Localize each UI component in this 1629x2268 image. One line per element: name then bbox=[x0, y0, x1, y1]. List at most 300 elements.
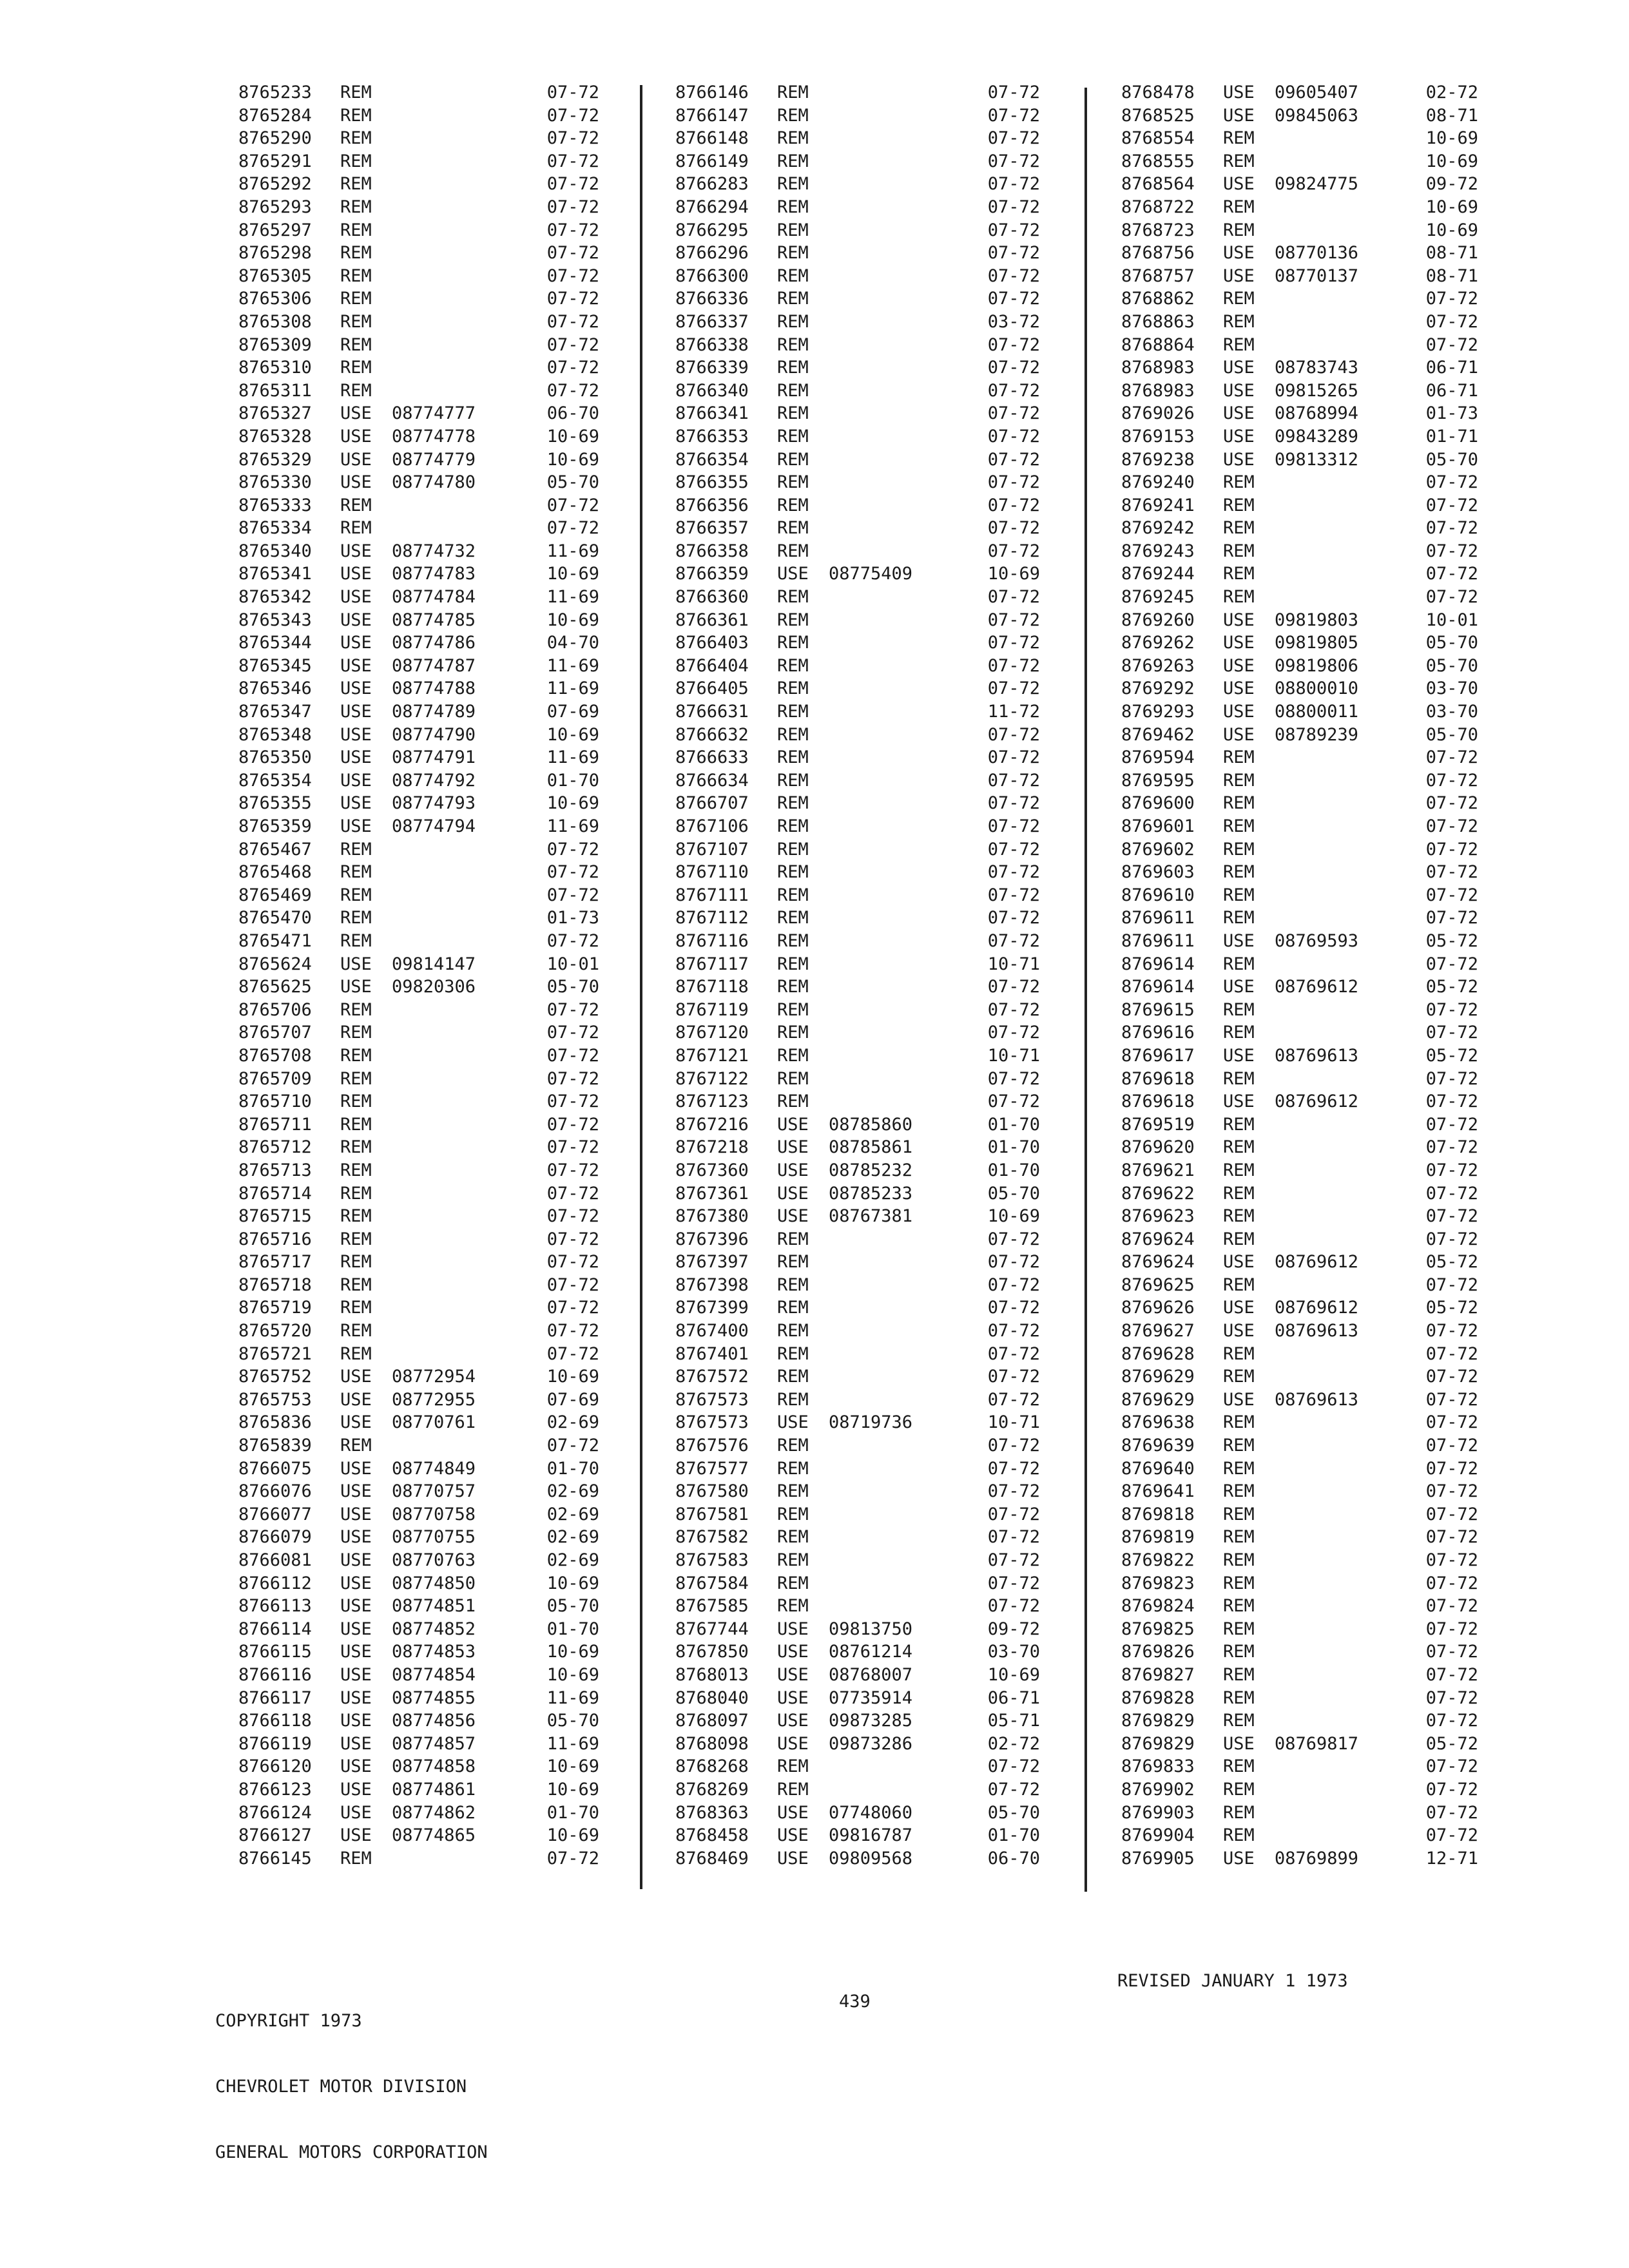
replacement-part-number: 09819805 bbox=[1275, 633, 1359, 653]
part-row bbox=[238, 150, 599, 173]
part-status: REM bbox=[777, 885, 809, 905]
change-date: 07-72 bbox=[1425, 954, 1478, 974]
part-status: REM bbox=[340, 1137, 372, 1158]
change-date: 10-01 bbox=[1425, 610, 1478, 630]
replacement-part-number: 08774861 bbox=[392, 1779, 476, 1800]
change-date: 08-71 bbox=[1425, 265, 1478, 286]
part-number: 8766336 bbox=[675, 289, 749, 309]
part-row bbox=[238, 677, 599, 700]
part-row bbox=[238, 1434, 599, 1457]
part-status: REM bbox=[777, 1252, 809, 1273]
change-date: 07-72 bbox=[1425, 334, 1478, 355]
part-row bbox=[675, 1296, 1040, 1320]
part-row bbox=[675, 975, 1040, 999]
change-date: 07-72 bbox=[987, 633, 1040, 653]
part-row bbox=[1121, 1136, 1478, 1159]
change-date: 07-72 bbox=[987, 1527, 1040, 1548]
replacement-part-number: 08785860 bbox=[829, 1114, 913, 1135]
change-date: 10-69 bbox=[1425, 128, 1478, 149]
part-status: REM bbox=[1223, 197, 1255, 217]
part-status: REM bbox=[1223, 1412, 1255, 1433]
part-status: REM bbox=[340, 1114, 372, 1135]
part-status: USE bbox=[777, 1206, 809, 1227]
replacement-part-number: 08767381 bbox=[829, 1206, 913, 1227]
part-number: 8768469 bbox=[675, 1848, 749, 1869]
part-row bbox=[675, 1411, 1040, 1434]
part-row bbox=[238, 1549, 599, 1572]
replacement-part-number: 08769612 bbox=[1275, 1298, 1359, 1318]
part-status: USE bbox=[340, 1664, 372, 1685]
part-row bbox=[238, 287, 599, 311]
part-number: 8766300 bbox=[675, 265, 749, 286]
part-number: 8766081 bbox=[238, 1550, 312, 1570]
change-date: 05-70 bbox=[1425, 449, 1478, 470]
part-number: 8767110 bbox=[675, 862, 749, 883]
part-number: 8767396 bbox=[675, 1229, 749, 1249]
part-row bbox=[675, 1824, 1040, 1847]
change-date: 07-72 bbox=[546, 930, 599, 951]
replacement-part-number: 08770755 bbox=[392, 1527, 476, 1548]
part-number: 8767401 bbox=[675, 1343, 749, 1364]
part-number: 8765470 bbox=[238, 908, 312, 928]
part-row bbox=[675, 1159, 1040, 1182]
part-number: 8769618 bbox=[1121, 1068, 1195, 1089]
part-row bbox=[675, 746, 1040, 769]
part-number: 8766076 bbox=[238, 1481, 312, 1502]
change-date: 04-70 bbox=[546, 633, 599, 653]
change-date: 07-72 bbox=[546, 151, 599, 171]
change-date: 07-72 bbox=[1425, 1068, 1478, 1089]
change-date: 10-69 bbox=[546, 1664, 599, 1685]
part-row bbox=[1121, 884, 1478, 907]
replacement-part-number: 08800010 bbox=[1275, 678, 1359, 699]
part-number: 8767400 bbox=[675, 1321, 749, 1341]
change-date: 07-72 bbox=[546, 311, 599, 332]
change-date: 07-72 bbox=[987, 1389, 1040, 1410]
part-row bbox=[238, 265, 599, 288]
part-status: REM bbox=[1223, 495, 1255, 515]
part-status: USE bbox=[1223, 724, 1255, 745]
part-number: 8767399 bbox=[675, 1298, 749, 1318]
change-date: 07-72 bbox=[1425, 1412, 1478, 1433]
part-row bbox=[238, 1824, 599, 1847]
part-number: 8769629 bbox=[1121, 1389, 1195, 1410]
change-date: 11-69 bbox=[546, 655, 599, 676]
part-status: REM bbox=[777, 380, 809, 401]
part-row bbox=[238, 334, 599, 357]
part-number: 8765306 bbox=[238, 289, 312, 309]
part-number: 8765359 bbox=[238, 816, 312, 836]
part-row bbox=[675, 127, 1040, 150]
change-date: 07-72 bbox=[987, 265, 1040, 286]
part-status: REM bbox=[777, 1321, 809, 1341]
part-number: 8765752 bbox=[238, 1367, 312, 1387]
change-date: 11-69 bbox=[546, 1733, 599, 1754]
change-date: 07-72 bbox=[1425, 1779, 1478, 1800]
part-status: REM bbox=[1223, 1229, 1255, 1249]
change-date: 10-69 bbox=[546, 564, 599, 584]
part-row bbox=[675, 861, 1040, 884]
change-date: 07-72 bbox=[546, 174, 599, 195]
part-number: 8767573 bbox=[675, 1412, 749, 1433]
part-number: 8766295 bbox=[675, 220, 749, 240]
part-number: 8767216 bbox=[675, 1114, 749, 1135]
part-number: 8766631 bbox=[675, 702, 749, 722]
part-status: REM bbox=[1223, 1802, 1255, 1823]
part-status: REM bbox=[777, 633, 809, 653]
part-status: REM bbox=[777, 724, 809, 745]
part-number: 8765707 bbox=[238, 1023, 312, 1043]
part-number: 8767380 bbox=[675, 1206, 749, 1227]
part-number: 8766147 bbox=[675, 105, 749, 126]
change-date: 07-72 bbox=[546, 1160, 599, 1180]
part-status: REM bbox=[1223, 1343, 1255, 1364]
replacement-part-number: 08775409 bbox=[829, 564, 913, 584]
change-date: 07-72 bbox=[546, 862, 599, 883]
part-row bbox=[1121, 150, 1478, 173]
replacement-part-number: 08800011 bbox=[1275, 702, 1359, 722]
part-row bbox=[238, 1709, 599, 1733]
part-row bbox=[675, 1640, 1040, 1664]
part-status: REM bbox=[777, 1229, 809, 1249]
part-status: REM bbox=[777, 1045, 809, 1066]
part-row bbox=[1121, 1847, 1478, 1870]
part-row bbox=[238, 930, 599, 953]
change-date: 07-72 bbox=[987, 1068, 1040, 1089]
change-date: 07-72 bbox=[546, 1137, 599, 1158]
change-date: 07-72 bbox=[1425, 1458, 1478, 1479]
part-status: USE bbox=[340, 954, 372, 974]
part-number: 8765345 bbox=[238, 655, 312, 676]
part-status: USE bbox=[1223, 243, 1255, 264]
change-date: 07-72 bbox=[1425, 541, 1478, 561]
change-date: 10-69 bbox=[546, 1756, 599, 1777]
part-number: 8766115 bbox=[238, 1642, 312, 1662]
part-number: 8769519 bbox=[1121, 1114, 1195, 1135]
part-number: 8769242 bbox=[1121, 518, 1195, 539]
part-row bbox=[238, 953, 599, 976]
part-row bbox=[238, 517, 599, 540]
change-date: 07-72 bbox=[987, 541, 1040, 561]
part-row bbox=[675, 1595, 1040, 1618]
part-number: 8768983 bbox=[1121, 358, 1195, 378]
part-status: REM bbox=[1223, 311, 1255, 332]
part-status: REM bbox=[340, 151, 372, 171]
part-number: 8765716 bbox=[238, 1229, 312, 1249]
part-number: 8767850 bbox=[675, 1642, 749, 1662]
replacement-part-number: 08768994 bbox=[1275, 403, 1359, 424]
part-row bbox=[675, 1526, 1040, 1549]
change-date: 07-72 bbox=[1425, 1756, 1478, 1777]
part-row bbox=[675, 884, 1040, 907]
replacement-part-number: 08769612 bbox=[1275, 1252, 1359, 1273]
part-status: REM bbox=[340, 1298, 372, 1318]
part-row bbox=[1121, 1389, 1478, 1412]
replacement-part-number: 08774857 bbox=[392, 1733, 476, 1754]
part-row bbox=[238, 1480, 599, 1503]
part-status: USE bbox=[777, 1114, 809, 1135]
part-status: USE bbox=[340, 1802, 372, 1823]
part-status: REM bbox=[777, 1274, 809, 1295]
part-row bbox=[1121, 930, 1478, 953]
change-date: 07-72 bbox=[987, 1550, 1040, 1570]
replacement-part-number: 08770136 bbox=[1275, 243, 1359, 264]
part-row bbox=[1121, 425, 1478, 448]
part-status: USE bbox=[777, 1802, 809, 1823]
part-row bbox=[1121, 356, 1478, 380]
part-number: 8769611 bbox=[1121, 930, 1195, 951]
change-date: 07-72 bbox=[1425, 1321, 1478, 1341]
part-status: REM bbox=[777, 1068, 809, 1089]
part-number: 8765712 bbox=[238, 1137, 312, 1158]
change-date: 07-72 bbox=[987, 793, 1040, 814]
change-date: 11-69 bbox=[546, 816, 599, 836]
part-row bbox=[1121, 1618, 1478, 1641]
change-date: 07-72 bbox=[987, 243, 1040, 264]
part-number: 8769624 bbox=[1121, 1252, 1195, 1273]
part-number: 8766353 bbox=[675, 426, 749, 447]
change-date: 01-70 bbox=[987, 1160, 1040, 1180]
change-date: 07-72 bbox=[1425, 862, 1478, 883]
part-number: 8765624 bbox=[238, 954, 312, 974]
part-number: 8769610 bbox=[1121, 885, 1195, 905]
part-row bbox=[1121, 1411, 1478, 1434]
part-status: USE bbox=[1223, 1298, 1255, 1318]
part-status: REM bbox=[777, 426, 809, 447]
part-number: 8769462 bbox=[1121, 724, 1195, 745]
part-number: 8766294 bbox=[675, 197, 749, 217]
part-number: 8768723 bbox=[1121, 220, 1195, 240]
change-date: 07-72 bbox=[987, 1091, 1040, 1112]
replacement-part-number: 08769612 bbox=[1275, 977, 1359, 997]
part-number: 8766116 bbox=[238, 1664, 312, 1685]
part-number: 8765839 bbox=[238, 1436, 312, 1456]
part-number: 8765719 bbox=[238, 1298, 312, 1318]
change-date: 07-72 bbox=[987, 403, 1040, 424]
part-status: USE bbox=[340, 655, 372, 676]
part-number: 8765298 bbox=[238, 243, 312, 264]
change-date: 10-69 bbox=[546, 449, 599, 470]
part-status: USE bbox=[340, 1596, 372, 1617]
change-date: 07-72 bbox=[987, 610, 1040, 630]
part-row bbox=[238, 1664, 599, 1687]
replacement-part-number: 08774791 bbox=[392, 747, 476, 768]
replacement-part-number: 09816787 bbox=[829, 1825, 913, 1846]
change-date: 10-69 bbox=[546, 1779, 599, 1800]
replacement-part-number: 08769613 bbox=[1275, 1045, 1359, 1066]
change-date: 06-70 bbox=[546, 403, 599, 424]
part-row bbox=[238, 700, 599, 724]
part-row bbox=[1121, 1778, 1478, 1802]
part-status: USE bbox=[1223, 930, 1255, 951]
change-date: 07-72 bbox=[987, 678, 1040, 699]
part-number: 8769292 bbox=[1121, 678, 1195, 699]
change-date: 07-72 bbox=[546, 999, 599, 1020]
change-date: 07-72 bbox=[546, 380, 599, 401]
part-row bbox=[238, 1640, 599, 1664]
part-row bbox=[675, 907, 1040, 930]
change-date: 05-72 bbox=[1425, 977, 1478, 997]
part-status: REM bbox=[777, 311, 809, 332]
part-status: USE bbox=[1223, 977, 1255, 997]
change-date: 07-72 bbox=[1425, 1711, 1478, 1731]
change-date: 05-70 bbox=[987, 1183, 1040, 1204]
part-number: 8765710 bbox=[238, 1091, 312, 1112]
part-status: USE bbox=[340, 541, 372, 561]
part-status: REM bbox=[340, 1206, 372, 1227]
change-date: 07-72 bbox=[546, 1298, 599, 1318]
part-status: USE bbox=[777, 564, 809, 584]
part-status: REM bbox=[1223, 1206, 1255, 1227]
part-status: REM bbox=[1223, 1573, 1255, 1593]
part-number: 8766079 bbox=[238, 1527, 312, 1548]
part-status: REM bbox=[777, 174, 809, 195]
part-status: REM bbox=[777, 1527, 809, 1548]
part-status: REM bbox=[340, 380, 372, 401]
part-status: REM bbox=[1223, 747, 1255, 768]
part-number: 8766077 bbox=[238, 1504, 312, 1524]
part-status: USE bbox=[777, 1619, 809, 1639]
part-row bbox=[238, 1802, 599, 1825]
change-date: 07-72 bbox=[987, 1756, 1040, 1777]
part-number: 8769603 bbox=[1121, 862, 1195, 883]
replacement-part-number: 08774794 bbox=[392, 816, 476, 836]
part-status: USE bbox=[340, 403, 372, 424]
part-number: 8766632 bbox=[675, 724, 749, 745]
change-date: 11-69 bbox=[546, 541, 599, 561]
part-status: REM bbox=[1223, 472, 1255, 493]
part-row bbox=[675, 1021, 1040, 1044]
part-status: USE bbox=[1223, 105, 1255, 126]
part-status: REM bbox=[777, 105, 809, 126]
change-date: 07-72 bbox=[987, 1321, 1040, 1341]
part-status: USE bbox=[340, 793, 372, 814]
part-number: 8765328 bbox=[238, 426, 312, 447]
part-number: 8768013 bbox=[675, 1664, 749, 1685]
part-row bbox=[675, 1343, 1040, 1366]
part-number: 8765720 bbox=[238, 1321, 312, 1341]
part-status: REM bbox=[340, 1160, 372, 1180]
part-row bbox=[238, 1526, 599, 1549]
part-row bbox=[675, 242, 1040, 265]
part-row bbox=[1121, 1228, 1478, 1251]
part-row bbox=[1121, 677, 1478, 700]
part-number: 8765469 bbox=[238, 885, 312, 905]
part-row bbox=[1121, 1595, 1478, 1618]
change-date: 07-72 bbox=[1425, 289, 1478, 309]
part-status: USE bbox=[777, 1733, 809, 1754]
part-status: REM bbox=[340, 243, 372, 264]
part-row bbox=[1121, 127, 1478, 150]
part-status: REM bbox=[777, 587, 809, 608]
part-row bbox=[1121, 265, 1478, 288]
part-row bbox=[1121, 334, 1478, 357]
part-row bbox=[675, 655, 1040, 678]
part-status: REM bbox=[1223, 1779, 1255, 1800]
part-status: REM bbox=[777, 495, 809, 515]
part-number: 8769827 bbox=[1121, 1664, 1195, 1685]
part-number: 8767580 bbox=[675, 1481, 749, 1502]
part-number: 8765346 bbox=[238, 678, 312, 699]
part-number: 8765714 bbox=[238, 1183, 312, 1204]
part-number: 8766123 bbox=[238, 1779, 312, 1800]
part-number: 8765706 bbox=[238, 999, 312, 1020]
part-status: REM bbox=[777, 999, 809, 1020]
part-number: 8765327 bbox=[238, 403, 312, 424]
part-row bbox=[1121, 769, 1478, 793]
part-status: REM bbox=[777, 403, 809, 424]
part-status: REM bbox=[1223, 1458, 1255, 1479]
part-status: USE bbox=[777, 1687, 809, 1708]
replacement-part-number: 08769899 bbox=[1275, 1848, 1359, 1869]
part-number: 8765343 bbox=[238, 610, 312, 630]
replacement-part-number: 08768007 bbox=[829, 1664, 913, 1685]
change-date: 07-72 bbox=[546, 289, 599, 309]
part-number: 8767583 bbox=[675, 1550, 749, 1570]
part-number: 8765341 bbox=[238, 564, 312, 584]
replacement-part-number: 09819806 bbox=[1275, 655, 1359, 676]
replacement-part-number: 08785232 bbox=[829, 1160, 913, 1180]
change-date: 10-71 bbox=[987, 1045, 1040, 1066]
part-status: REM bbox=[340, 1252, 372, 1273]
part-status: USE bbox=[1223, 678, 1255, 699]
part-row bbox=[238, 1755, 599, 1778]
replacement-part-number: 08774786 bbox=[392, 633, 476, 653]
part-status: USE bbox=[1223, 1045, 1255, 1066]
part-status: REM bbox=[777, 1504, 809, 1524]
part-number: 8769620 bbox=[1121, 1137, 1195, 1158]
change-date: 07-72 bbox=[546, 197, 599, 217]
part-status: REM bbox=[340, 1343, 372, 1364]
part-status: REM bbox=[777, 334, 809, 355]
part-number: 8765348 bbox=[238, 724, 312, 745]
part-row bbox=[1121, 1526, 1478, 1549]
part-status: REM bbox=[1223, 1114, 1255, 1135]
part-row bbox=[675, 1618, 1040, 1641]
change-date: 07-72 bbox=[546, 1848, 599, 1869]
part-status: USE bbox=[340, 678, 372, 699]
part-row bbox=[1121, 1296, 1478, 1320]
change-date: 07-72 bbox=[546, 1229, 599, 1249]
change-date: 01-73 bbox=[546, 908, 599, 928]
change-date: 07-72 bbox=[1425, 1504, 1478, 1524]
part-status: USE bbox=[340, 770, 372, 791]
part-row bbox=[1121, 1503, 1478, 1526]
part-number: 8765717 bbox=[238, 1252, 312, 1273]
change-date: 07-72 bbox=[987, 1298, 1040, 1318]
parts-column-3 bbox=[1121, 81, 1478, 1870]
part-number: 8766356 bbox=[675, 495, 749, 515]
part-row bbox=[1121, 746, 1478, 769]
change-date: 07-72 bbox=[987, 999, 1040, 1020]
replacement-part-number: 08770761 bbox=[392, 1412, 476, 1433]
part-row bbox=[238, 1778, 599, 1802]
column-divider bbox=[1084, 88, 1087, 1892]
change-date: 07-72 bbox=[987, 82, 1040, 102]
part-number: 8769624 bbox=[1121, 1229, 1195, 1249]
part-status: REM bbox=[777, 610, 809, 630]
part-status: REM bbox=[777, 1023, 809, 1043]
replacement-part-number: 08774854 bbox=[392, 1664, 476, 1685]
change-date: 07-69 bbox=[546, 1389, 599, 1410]
replacement-part-number: 08774856 bbox=[392, 1711, 476, 1731]
part-number: 8766707 bbox=[675, 793, 749, 814]
replacement-part-number: 08772954 bbox=[392, 1367, 476, 1387]
change-date: 07-72 bbox=[1425, 311, 1478, 332]
part-row bbox=[1121, 1205, 1478, 1228]
part-number: 8769622 bbox=[1121, 1183, 1195, 1204]
part-number: 8769828 bbox=[1121, 1687, 1195, 1708]
